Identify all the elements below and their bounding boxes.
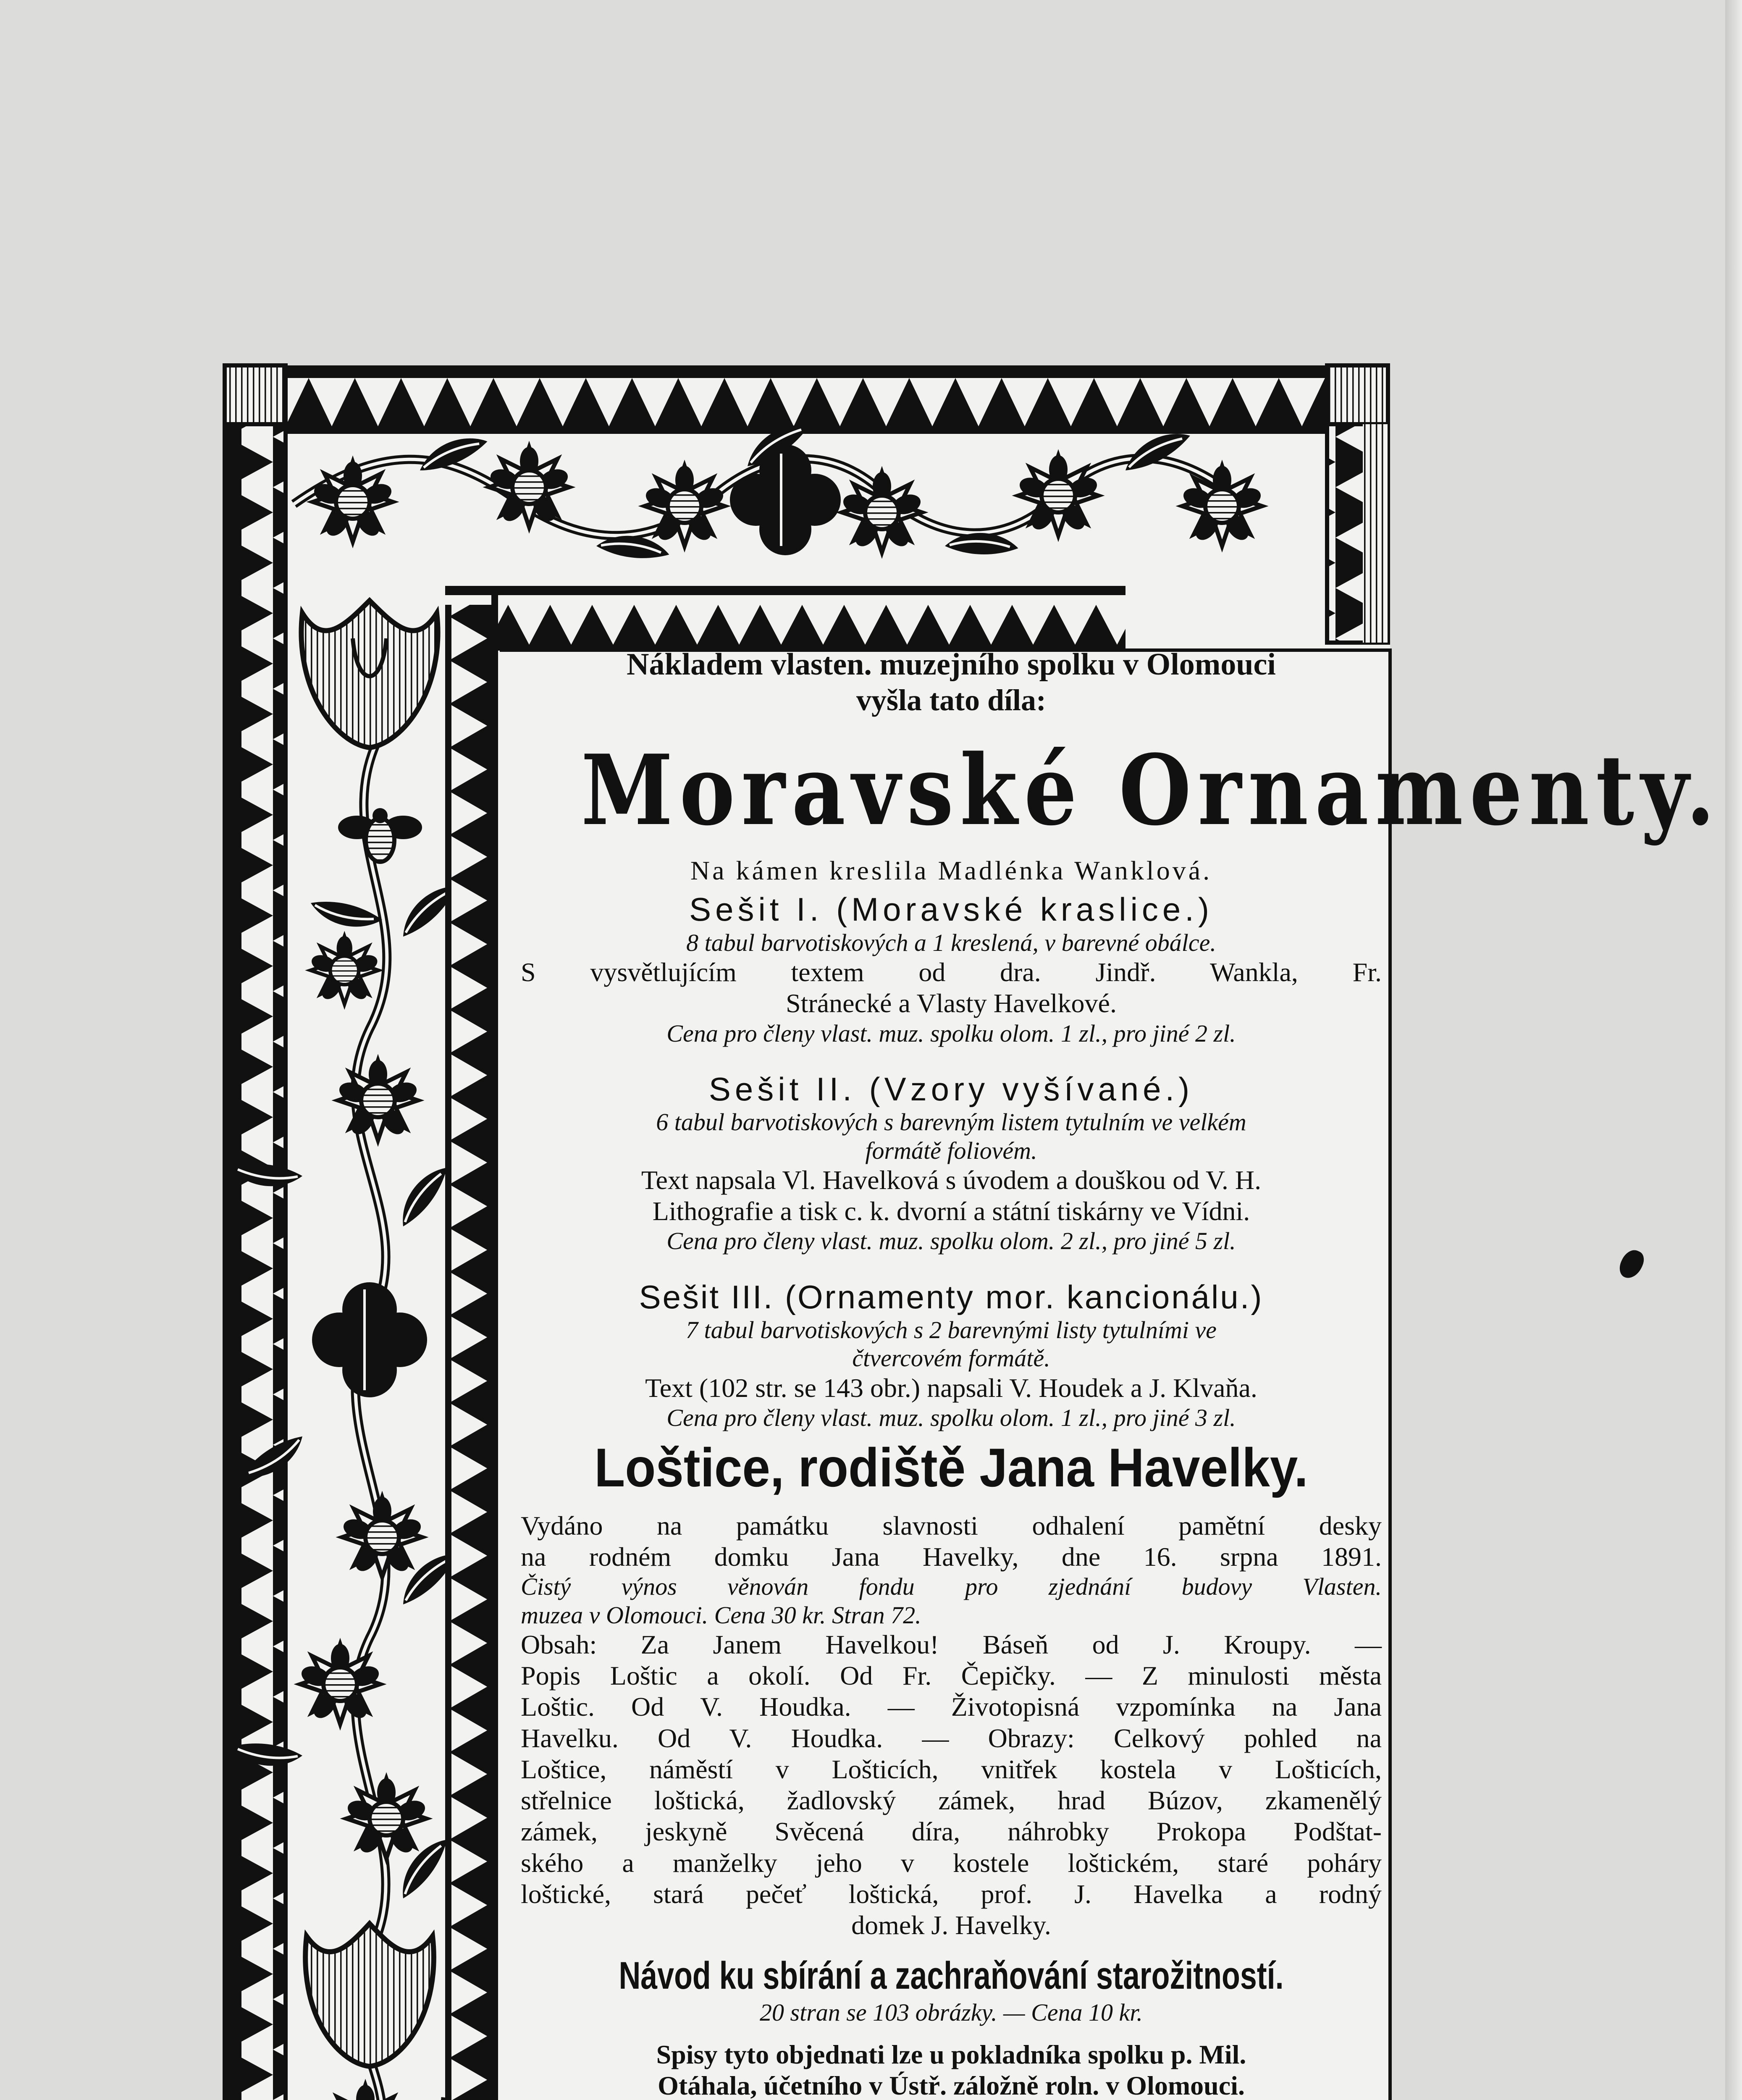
contents-line: Loštice, náměstí v Lošticích, vnitřek kostela v Lošticích, bbox=[521, 1754, 1382, 1784]
sesit-3-plates-line-2: čtvercovém formátě. bbox=[852, 1344, 1050, 1372]
navod-title: Návod ku sbírání a zachraňování starožitností. bbox=[619, 1954, 1284, 1998]
sesit-3-plates-line-1: 7 tabul barvotiskových s 2 barevnými listy tytulními ve bbox=[686, 1316, 1217, 1344]
sesit-2-plates-line-1: 6 tabul barvotiskových s barevným listem tytulním ve velkém bbox=[656, 1108, 1246, 1136]
contents-line: zámek, jeskyně Svěcená díra, náhrobky Prokopa Podštat- bbox=[521, 1816, 1382, 1847]
contents-line: ského a manželky jeho v kostele loštickém, staré poháry bbox=[521, 1848, 1382, 1878]
sesit-2-plates-line-2: formátě foliovém. bbox=[865, 1137, 1037, 1164]
lostice-title: Loštice, rodiště Jana Havelky. bbox=[594, 1437, 1308, 1499]
contents-line: střelnice loštická, žadlovský zámek, hrad Búzov, zkamenělý bbox=[521, 1785, 1382, 1816]
contents-line: Obsah: Za Janem Havelkou! Báseň od J. Kroupy. — bbox=[521, 1629, 1382, 1659]
order-line-1: Spisy tyto objednati lze u pokladníka spolku p. Mil. bbox=[656, 2040, 1246, 2070]
contents-line: Popis Loštic a okolí. Od Fr. Čepičky. — Z minulosti města bbox=[521, 1661, 1382, 1691]
sesit-2-heading: Sešit II. (Vzory vyšívané.) bbox=[708, 1070, 1194, 1108]
sesit-3-heading: Sešit III. (Ornamenty mor. kancionálu.) bbox=[639, 1278, 1264, 1315]
sesit-2-text-line: Text napsala Vl. Havelková s úvodem a douškou od V. H. bbox=[641, 1165, 1262, 1195]
work-title: Moravské Ornamenty. bbox=[581, 734, 1721, 848]
contents-line: Loštic. Od V. Houdka. — Životopisná vzpomínka na Jana bbox=[521, 1692, 1382, 1722]
published-line: vyšla tato díla: bbox=[856, 683, 1046, 717]
advertisement-text bbox=[521, 647, 1721, 2100]
sesit-1-plates: 8 tabul barvotiskových a 1 kreslená, v barevné obálce. bbox=[686, 929, 1216, 956]
contents-line: Havelku. Od V. Houdka. — Obrazy: Celkový pohled na bbox=[521, 1723, 1382, 1753]
lostice-issued-line-1: Vydáno na památku slavnosti odhalení pamětní desky bbox=[521, 1510, 1382, 1541]
lostice-proceeds-line-1: Čistý výnos věnován fondu pro zjednání budovy Vlasten. bbox=[521, 1573, 1382, 1601]
sesit-1-text-line-2: Stránecké a Vlasty Havelkové. bbox=[786, 988, 1117, 1018]
navod-info: 20 stran se 103 obrázky. — Cena 10 kr. bbox=[760, 1998, 1143, 2026]
sesit-2-price: Cena pro členy vlast. muz. spolku olom. 2 zl., pro jiné 5 zl. bbox=[666, 1227, 1236, 1255]
publisher-line: Nákladem vlasten. muzejního spolku v Olomouci bbox=[627, 647, 1276, 682]
sesit-1-heading: Sešit I. (Moravské kraslice.) bbox=[689, 891, 1213, 928]
lostice-issued-line-2: na rodném domku Jana Havelky, dne 16. srpna 1891. bbox=[521, 1542, 1382, 1572]
order-line-2: Otáhala, účetního v Ústř. záložně roln. v Olomouci. bbox=[658, 2071, 1245, 2100]
sesit-2-print-line: Lithografie a tisk c. k. dvorní a státní tiskárny ve Vídni. bbox=[652, 1196, 1250, 1226]
sesit-3-text-line: Text (102 str. se 143 obr.) napsali V. Houdek a J. Klvaňa. bbox=[645, 1373, 1257, 1403]
lostice-contents bbox=[521, 1629, 1382, 1941]
contents-last-line: domek J. Havelky. bbox=[851, 1910, 1051, 1940]
contents-line: loštické, stará pečeť loštická, prof. J. Havelka a rodný bbox=[521, 1879, 1382, 1909]
sesit-1-price: Cena pro členy vlast. muz. spolku olom. 1 zl., pro jiné 2 zl. bbox=[666, 1019, 1236, 1047]
sesit-3-price: Cena pro členy vlast. muz. spolku olom. 1 zl., pro jiné 3 zl. bbox=[666, 1404, 1236, 1431]
sesit-1-text-line-1: S vysvětlujícím textem od dra. Jindř. Wankla, Fr. bbox=[521, 957, 1382, 987]
lithography-line: Na kámen kreslila Madlénka Wanklová. bbox=[690, 856, 1212, 886]
lostice-proceeds-line-2: muzea v Olomouci. Cena 30 kr. Stran 72. bbox=[521, 1601, 921, 1629]
